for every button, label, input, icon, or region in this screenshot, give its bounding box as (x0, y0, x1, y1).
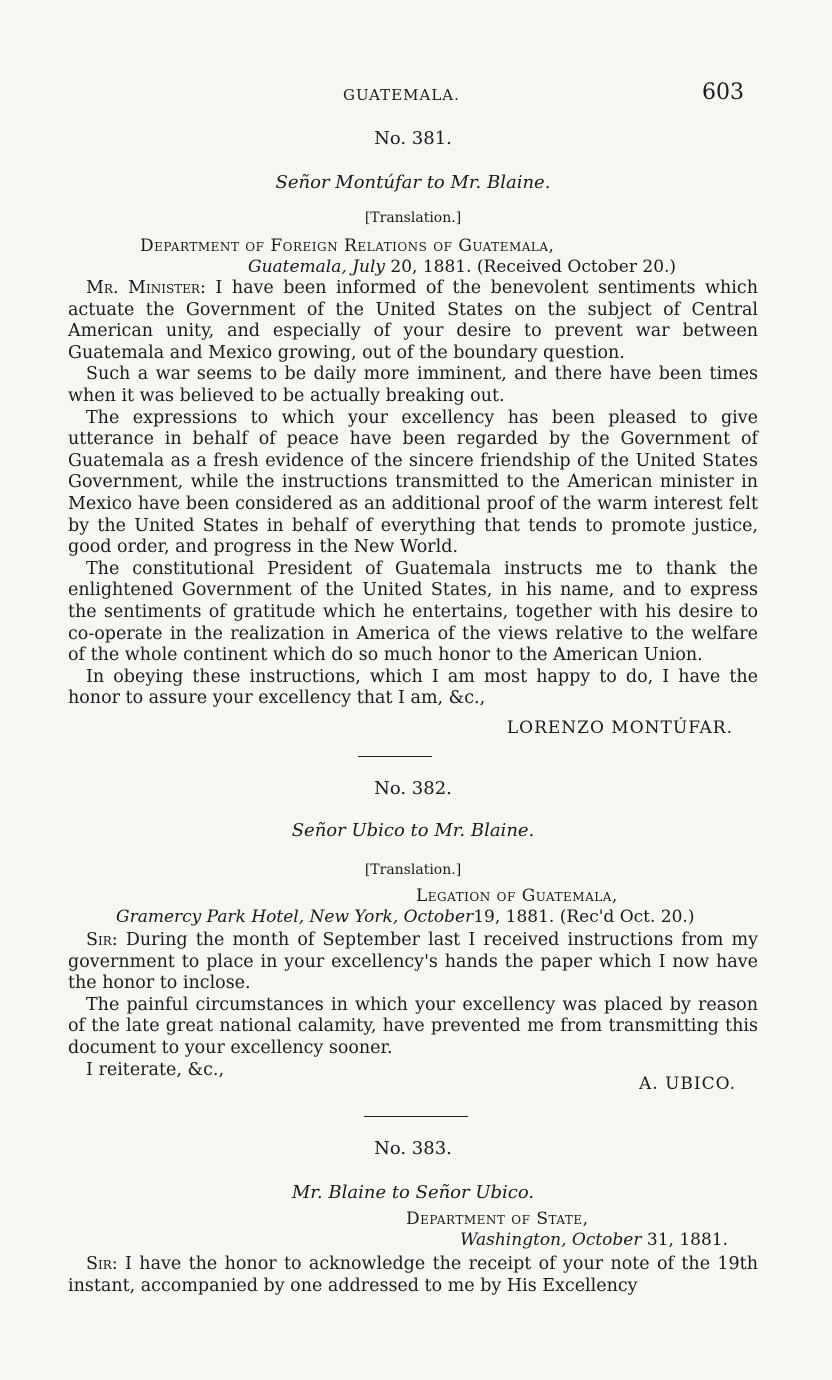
letter-body-381 (68, 278, 758, 710)
dateline-date: 20, 1881. (390, 257, 472, 277)
dateline-place: Washington, October (460, 1230, 642, 1250)
salutation: Mr. Minister: (86, 278, 206, 298)
paragraph: The constitutional President of Guatemala instructs me to thank the enlightened Government of the United States, in his name, and to express the sentiments of gratitude which he entertains, together with his desire to co-operate in the realization in America of the views relative to the welfare of the whole continent which do so much honor to the American Union. (68, 558, 758, 666)
page-number: 603 (702, 80, 744, 105)
paragraph: The expressions to which your excellency has been pleased to give utterance in behalf of peace have been regarded by the Government of Guatemala as a fresh evidence of the sincere friendship of the United States Government, while the instructions transmitted to the American minister in Mexico have been considered as an additional proof of the warm interest felt by the United States in behalf of everything that tends to promote justice, good order, and progress in the New World. (68, 407, 758, 558)
dateline-date: 19, 1881. (473, 907, 555, 927)
document-number-382: No. 382. (374, 778, 452, 799)
signature-382: A. UBICO. (639, 1074, 736, 1094)
sender-legation-382: Legation of Guatemala, (416, 886, 618, 906)
dateline-place: Gramercy Park Hotel, New York, October (116, 907, 474, 927)
signature-381: LORENZO MONTÚFAR. (506, 718, 733, 738)
document-number-383: No. 383. (374, 1138, 452, 1159)
salutation: Sir: (86, 1254, 118, 1274)
received-note: (Received October 20.) (476, 257, 677, 277)
translation-note-382: [Translation.] (364, 862, 462, 878)
dateline-383 (460, 1230, 758, 1250)
dateline-381 (248, 257, 758, 277)
paragraph: Sir: I have the honor to acknowledge the receipt of your note of the 19th instant, accompanied by one addressed to me by His Excellency (68, 1254, 758, 1296)
dateline-382 (116, 907, 758, 927)
translation-note-381: [Translation.] (364, 210, 462, 226)
running-head-title: GUATEMALA. (343, 86, 460, 104)
dateline-date: 31, 1881. (646, 1230, 729, 1250)
document-number-381: No. 381. (374, 128, 452, 149)
paragraph: Such a war seems to be daily more imminent, and there have been times when it was believed to be actually breaking out. (68, 364, 758, 406)
correspondents-381: Señor Montúfar to Mr. Blaine. (275, 172, 551, 193)
paragraph: I reiterate, &c., (86, 1059, 225, 1080)
paragraph: Sir: During the month of September last I received instructions from my government to place in your excellency's hands the paper which I now have the honor to inclose. (68, 930, 758, 994)
section-divider (364, 1116, 468, 1117)
sender-department-383: Department of State, (406, 1209, 589, 1229)
document-page (68, 0, 758, 1380)
running-head (68, 80, 758, 110)
paragraph: Mr. Minister: I have been informed of the benevolent sentiments which actuate the Government of the United States on the subject of Central American unity, and especially of your desire to prevent war between Guatemala and Mexico growing, out of the boundary question. (68, 278, 758, 363)
paragraph: In obeying these instructions, which I am most happy to do, I have the honor to assure your excellency that I am, &c., (68, 666, 758, 709)
received-note: (Rec'd Oct. 20.) (559, 907, 695, 927)
correspondents-383: Mr. Blaine to Señor Ubico. (291, 1182, 535, 1203)
paragraph: The painful circumstances in which your excellency was placed by reason of the late great national calamity, have prevented me from transmitting this document to your excellency sooner. (68, 994, 758, 1058)
letter-body-382 (68, 930, 758, 1081)
correspondents-382: Señor Ubico to Mr. Blaine. (291, 820, 535, 841)
dateline-place: Guatemala, July (248, 257, 385, 277)
section-divider (358, 756, 432, 757)
salutation: Sir: (86, 930, 118, 950)
sender-department-381: Department of Foreign Relations of Guatemala, (140, 236, 555, 256)
letter-body-383 (68, 1254, 758, 1297)
